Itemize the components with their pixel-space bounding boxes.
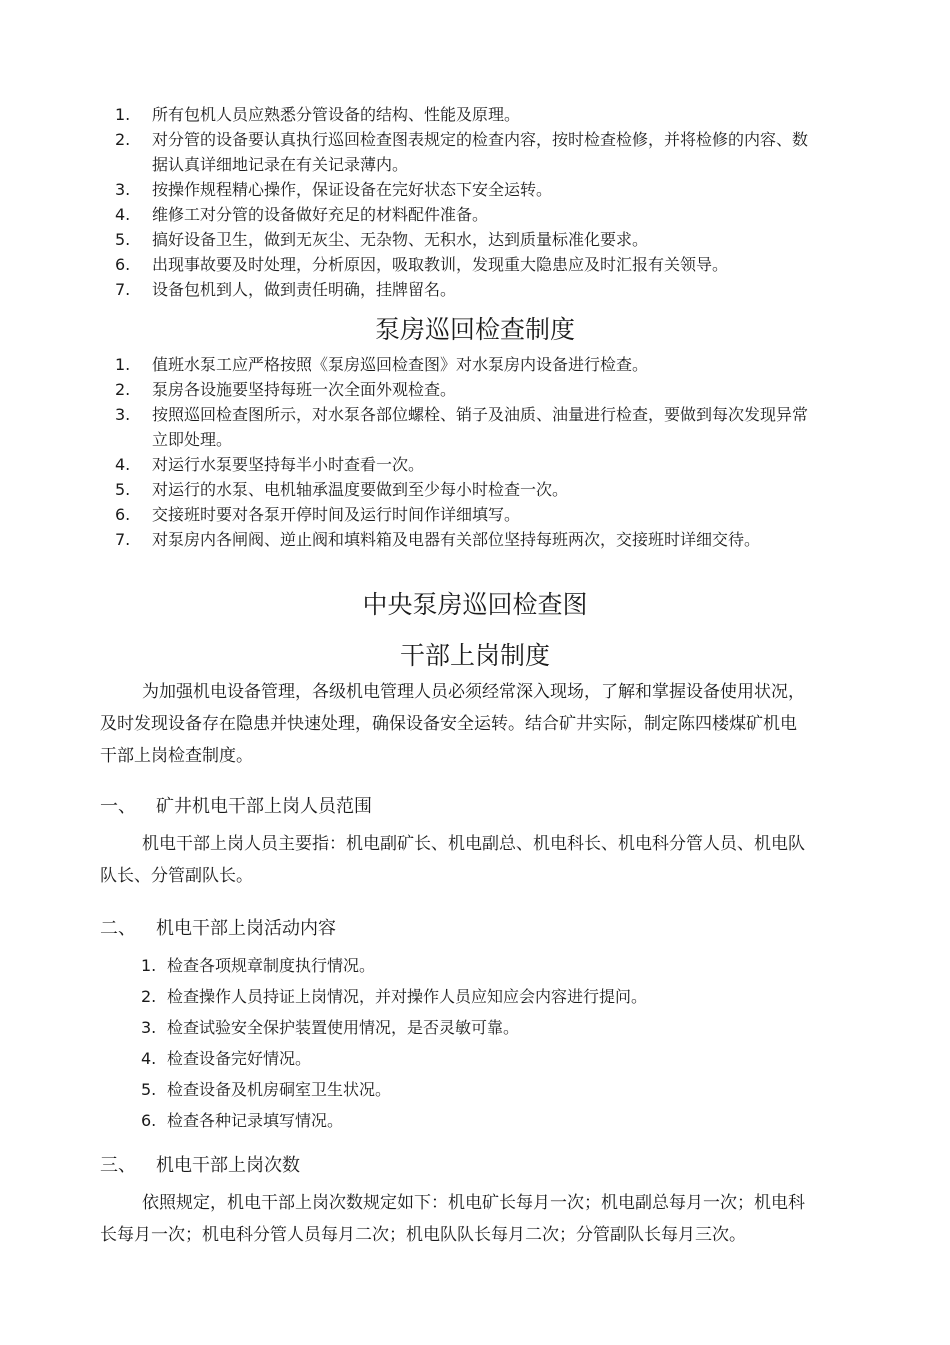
section-1-paragraph: 机电干部上岗人员主要指：机电副矿长、机电副总、机电科长、机电科分管人员、机电队队长、分管副队长。 xyxy=(100,834,805,886)
list-item: 2. 泵房各设施要坚持每班一次全面外观检查。 xyxy=(115,380,457,399)
section-title-pump-inspection: 泵房巡回检查制度 xyxy=(374,315,575,344)
list-item: 3. 检查试验安全保护装置使用情况，是否灵敏可靠。 xyxy=(141,1018,520,1037)
section-heading-3: 三、 机电干部上岗次数 xyxy=(100,1155,300,1176)
list-item: 4. 对运行水泵要坚持每半小时查看一次。 xyxy=(115,455,425,474)
list-pump-inspection xyxy=(115,352,815,552)
list-item: 5. 对运行的水泵、电机轴承温度要做到至少每小时检查一次。 xyxy=(115,480,569,499)
list-item: 3. 按操作规程精心操作，保证设备在完好状态下安全运转。 xyxy=(115,180,553,199)
intro-paragraph: 为加强机电设备管理，各级机电管理人员必须经常深入现场，了解和掌握设备使用状况，及时发现设备存在隐患并快速处理，确保设备安全运转。结合矿井实际，制定陈四楼煤矿机电干部上岗检查制度。 xyxy=(100,682,805,766)
section-title-pump-chart: 中央泵房巡回检查图 xyxy=(362,590,588,619)
list-package-duties xyxy=(115,102,815,302)
list-item: 2. 检查操作人员持证上岗情况，并对操作人员应知应会内容进行提问。 xyxy=(141,987,648,1006)
list-item: 1. 检查各项规章制度执行情况。 xyxy=(141,956,376,975)
list-item: 7. 对泵房内各闸阀、逆止阀和填料箱及电器有关部位坚持每班两次，交接班时详细交待。 xyxy=(115,530,761,549)
list-item: 3. 按照巡回检查图所示，对水泵各部位螺栓、销子及油质、油量进行检查，要做到每次发现异常立即处理。 xyxy=(115,405,809,449)
section-heading-2: 二、 机电干部上岗活动内容 xyxy=(100,918,336,939)
section-heading-1: 一、 矿井机电干部上岗人员范围 xyxy=(100,796,372,817)
list-item: 5. 检查设备及机房硐室卫生状况。 xyxy=(141,1080,392,1099)
list-item: 7. 设备包机到人，做到责任明确，挂牌留名。 xyxy=(115,280,457,299)
list-item: 4. 维修工对分管的设备做好充足的材料配件准备。 xyxy=(115,205,489,224)
section-title-cadre-duty: 干部上岗制度 xyxy=(399,641,550,670)
list-item: 1. 值班水泵工应严格按照《泵房巡回检查图》对水泵房内设备进行检查。 xyxy=(115,355,649,374)
list-item: 5. 搞好设备卫生，做到无灰尘、无杂物、无积水，达到质量标准化要求。 xyxy=(115,230,649,249)
list-cadre-activities xyxy=(141,950,821,1136)
list-item: 6. 交接班时要对各泵开停时间及运行时间作详细填写。 xyxy=(115,505,521,524)
list-item: 4. 检查设备完好情况。 xyxy=(141,1049,312,1068)
list-item: 6. 出现事故要及时处理，分析原因，吸取教训，发现重大隐患应及时汇报有关领导。 xyxy=(115,255,729,274)
section-3-paragraph: 依照规定，机电干部上岗次数规定如下：机电矿长每月一次；机电副总每月一次；机电科长每月一次；机电科分管人员每月二次；机电队队长每月二次；分管副队长每月三次。 xyxy=(100,1193,805,1245)
list-item: 1. 所有包机人员应熟悉分管设备的结构、性能及原理。 xyxy=(115,105,521,124)
list-item: 6. 检查各种记录填写情况。 xyxy=(141,1111,344,1130)
list-item: 2. 对分管的设备要认真执行巡回检查图表规定的检查内容，按时检查检修，并将检修的内容、数据认真详细地记录在有关记录薄内。 xyxy=(115,130,809,174)
